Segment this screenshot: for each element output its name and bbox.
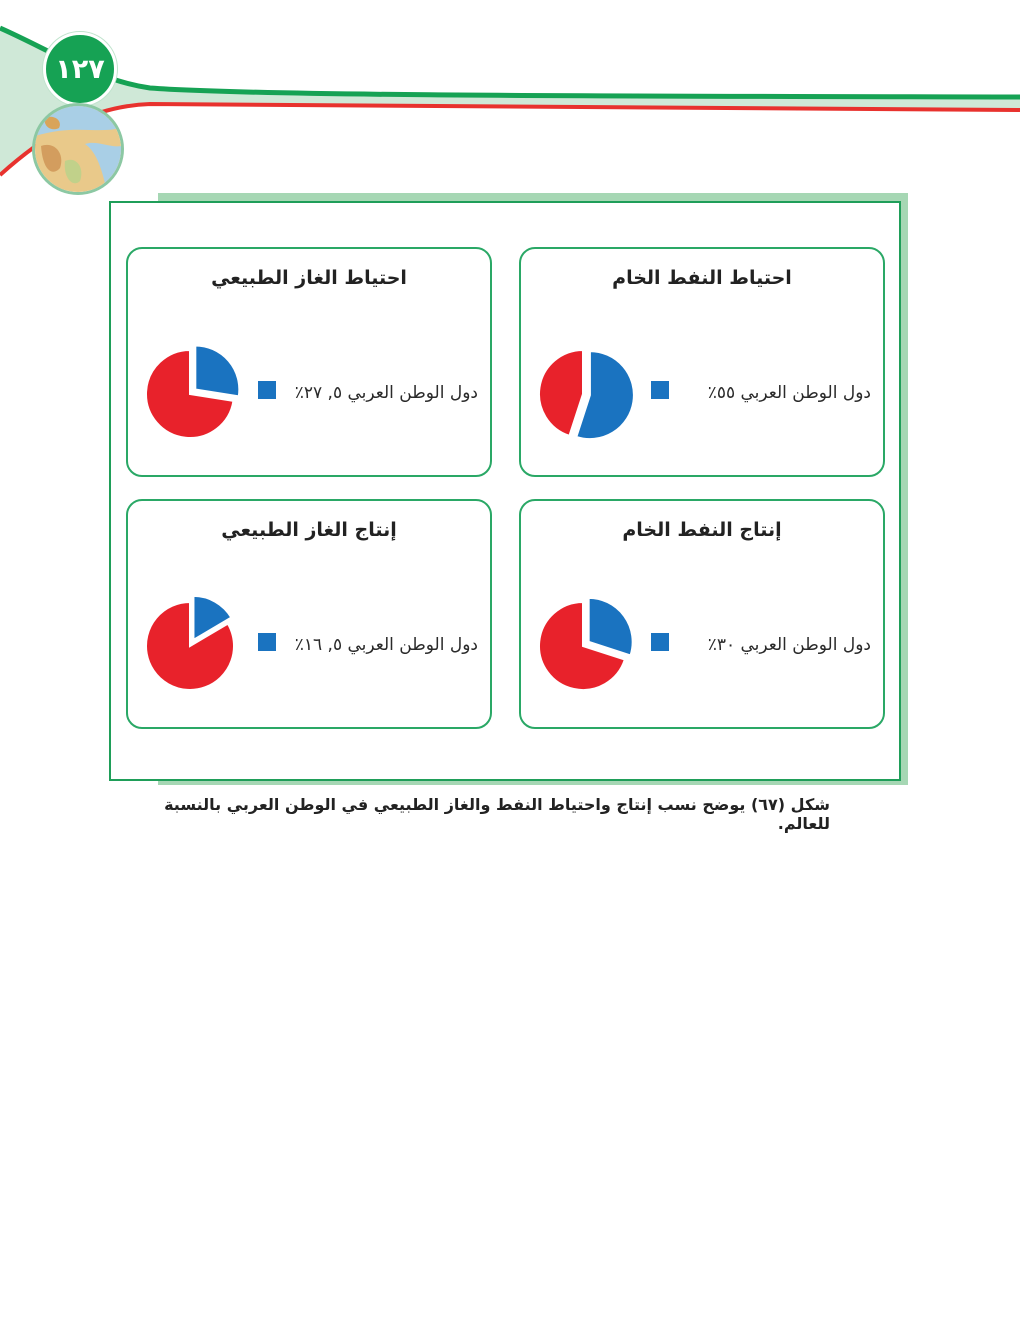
pie-slice-arab <box>589 598 633 656</box>
panel-title: احتياط الغاز الطبيعي <box>211 267 407 289</box>
pie-chart <box>531 591 651 701</box>
legend-swatch-arab <box>651 633 669 651</box>
pie-slice-arab <box>195 345 239 396</box>
panel-title: احتياط النفط الخام <box>612 267 792 289</box>
panel-oil-production <box>519 499 885 729</box>
legend-swatch-arab <box>258 381 276 399</box>
legend-label: دول الوطن العربي ٣٠٪ <box>707 635 871 655</box>
figure-caption: شكل (٦٧) يوضح نسب إنتاج واحتياط النفط والغاز الطبيعي في الوطن العربي بالنسبة للعالم. <box>164 795 830 833</box>
red-band-line <box>0 104 1020 175</box>
pie-chart <box>531 339 651 449</box>
legend-label: دول الوطن العربي ٥, ١٦٪ <box>294 635 478 655</box>
panel-title: إنتاج الغاز الطبيعي <box>221 519 397 541</box>
legend-label: دول الوطن العربي ٥٥٪ <box>707 383 871 403</box>
panel-gas-reserves <box>126 247 492 477</box>
pie-chart <box>138 339 258 449</box>
panel-gas-production <box>126 499 492 729</box>
green-band-fill <box>0 28 1020 175</box>
legend-label: دول الوطن العربي ٥, ٢٧٪ <box>294 383 478 403</box>
pie-slice-world <box>539 350 583 436</box>
panel-title: إنتاج النفط الخام <box>622 519 782 541</box>
legend-swatch-arab <box>651 381 669 399</box>
header-band <box>0 0 1020 200</box>
pie-chart <box>138 591 258 701</box>
panel-oil-reserves <box>519 247 885 477</box>
page-number-badge: ١٢٧ <box>43 32 117 106</box>
figure-frame <box>109 201 901 781</box>
map-thumbnail-image <box>32 103 124 195</box>
green-band-line <box>0 28 1020 97</box>
legend-swatch-arab <box>258 633 276 651</box>
pie-slice-arab <box>576 351 634 439</box>
